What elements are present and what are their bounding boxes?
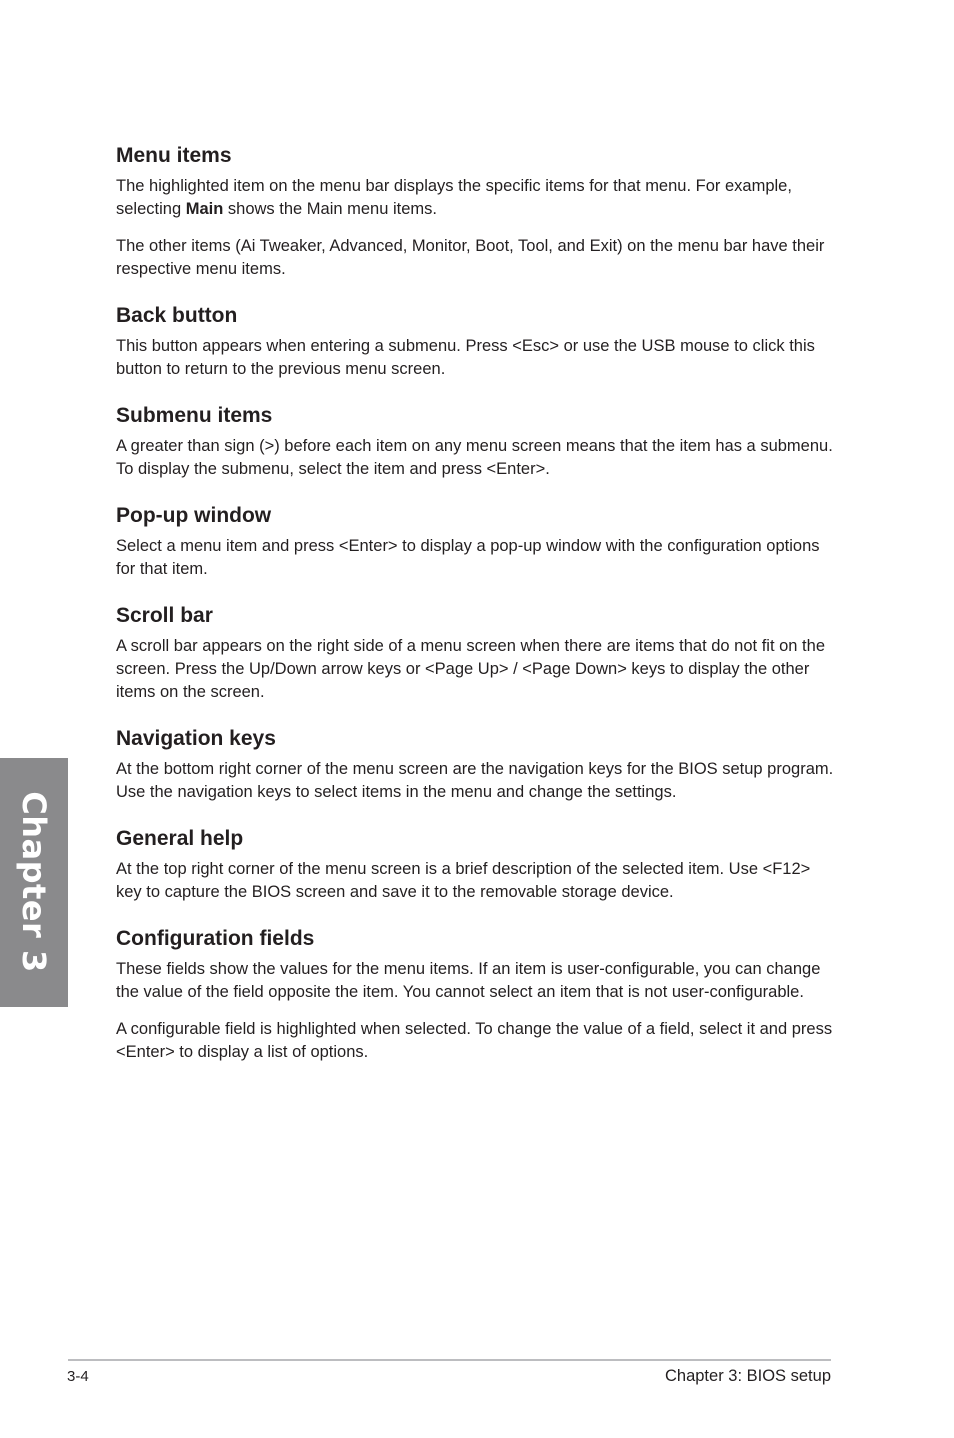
section-title: Menu items <box>116 144 232 167</box>
paragraph: These fields show the values for the menu items. If an item is user-configurable, you can change the value of the field opposite the item. You cannot select an item that is not user-configurable. <box>116 960 821 1001</box>
section-title: Back button <box>116 304 238 327</box>
section-menu-items <box>116 141 838 281</box>
section-title: General help <box>116 827 244 850</box>
paragraph: A scroll bar appears on the right side of a menu screen when there are items that do not fit on the screen. Press the Up/Down arrow keys or <Page Up> / <Page Down> keys to display the other items on the screen. <box>116 637 825 701</box>
section-back-button <box>116 301 838 381</box>
section-title: Scroll bar <box>116 604 213 627</box>
paragraph-text: The highlighted item on the menu bar displays the specific items for that menu. For example, selecting <box>116 177 792 218</box>
paragraph <box>116 175 838 221</box>
section-title: Submenu items <box>116 404 273 427</box>
chapter-tab-label: Chapter 3 <box>15 791 53 973</box>
section-configuration-fields <box>116 924 838 1064</box>
section-popup-window <box>116 501 838 581</box>
footer-chapter-title: Chapter 3: BIOS setup <box>664 1367 831 1385</box>
paragraph: This button appears when entering a submenu. Press <Esc> or use the USB mouse to click this button to return to the previous menu screen. <box>116 337 815 378</box>
paragraph: A greater than sign (>) before each item on any menu screen means that the item has a submenu. To display the submenu, select the item and press <Enter>. <box>116 437 833 478</box>
bold-term: Main <box>185 200 224 218</box>
page-content <box>116 141 838 1084</box>
section-title: Configuration fields <box>116 927 315 950</box>
paragraph: At the top right corner of the menu screen is a brief description of the selected item. Use <F12> key to capture the BIOS screen and save it to the removable storage device. <box>116 860 811 901</box>
paragraph: The other items (Ai Tweaker, Advanced, Monitor, Boot, Tool, and Exit) on the menu bar have their respective menu items. <box>116 237 825 278</box>
chapter-tab <box>0 758 68 1007</box>
paragraph: Select a menu item and press <Enter> to display a pop-up window with the configuration options for that item. <box>116 537 820 578</box>
section-navigation-keys <box>116 724 838 804</box>
footer-divider <box>68 1359 831 1361</box>
section-scroll-bar <box>116 601 838 704</box>
section-title: Navigation keys <box>116 727 276 750</box>
page-number: 3-4 <box>67 1368 89 1385</box>
section-general-help <box>116 824 838 904</box>
section-title: Pop-up window <box>116 504 272 527</box>
paragraph: A configurable field is highlighted when selected. To change the value of a field, select it and press <Enter> to display a list of options. <box>116 1020 833 1061</box>
paragraph: At the bottom right corner of the menu screen are the navigation keys for the BIOS setup program. Use the navigation keys to select items in the menu and change the settings. <box>116 760 834 801</box>
section-submenu-items <box>116 401 838 481</box>
paragraph-text: shows the Main menu items. <box>223 200 437 218</box>
